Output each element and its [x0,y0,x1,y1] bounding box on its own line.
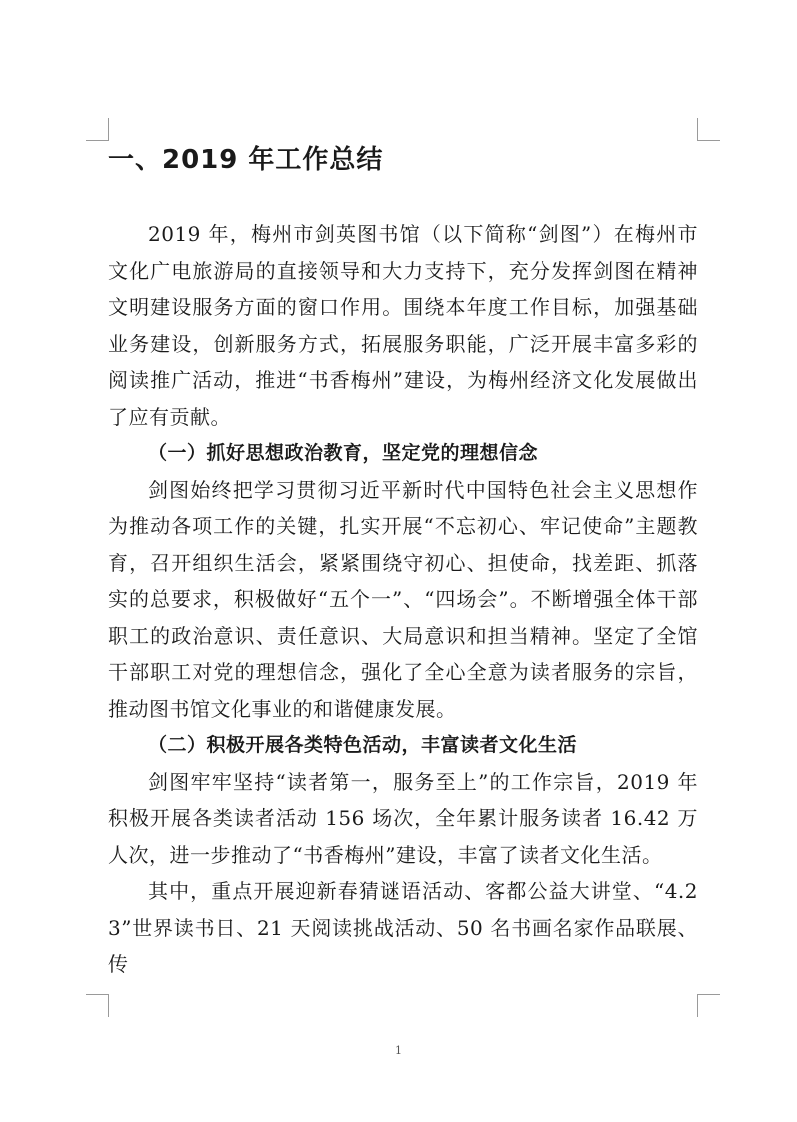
page-number: 1 [395,1044,402,1057]
body-paragraph-activities: 剑图牢牢坚持“读者第一，服务至上”的工作宗旨，2019 年积极开展各类读者活动 156 场次，全年累计服务读者 16.42 万人次，进一步推动了“书香梅州”建设，丰富了读者文化生活。 [108,769,698,867]
crop-mark-top-right [697,118,720,141]
body-paragraph-intro: 2019 年，梅州市剑英图书馆（以下简称“剑图”）在梅州市文化广电旅游局的直接领导和大力支持下，充分发挥剑图在精神文明建设服务方面的窗口作用。围绕本年度工作目标，加强基础业务建设，创新服务方式，拓展服务职能，广泛开展丰富多彩的阅读推广活动，推进“书香梅州”建设，为梅州经济文化发展做出了应有贡献。 [108,222,698,429]
crop-mark-top-left [86,118,109,141]
document-body [108,140,698,983]
crop-mark-bottom-left [86,994,109,1017]
crop-mark-bottom-right [697,994,720,1017]
body-paragraph-political-education: 剑图始终把学习贯彻习近平新时代中国特色社会主义思想作为推动各项工作的关键，扎实开展“不忘初心、牢记使命”主题教育，召开组织生活会，紧紧围绕守初心、担使命，找差距、抓落实的总要求，积极做好“五个一”、“四场会”。不断增强全体干部职工的政治意识、责任意识、大局意识和担当精神。坚定了全馆干部职工对党的理想信念，强化了全心全意为读者服务的宗旨，推动图书馆文化事业的和谐健康发展。 [108,477,698,721]
body-paragraph-highlights: 其中，重点开展迎新春猜谜语活动、客都公益大讲堂、“4.23”世界读书日、21 天阅读挑战活动、50 名书画名家作品联展、传 [108,879,698,976]
subheading-political-education: （一）抓好思想政治教育，坚定党的理想信念 [148,442,539,464]
subheading-special-activities: （二）积极开展各类特色活动，丰富读者文化生活 [148,734,578,756]
section-heading: 一、2019 年工作总结 [108,145,384,175]
